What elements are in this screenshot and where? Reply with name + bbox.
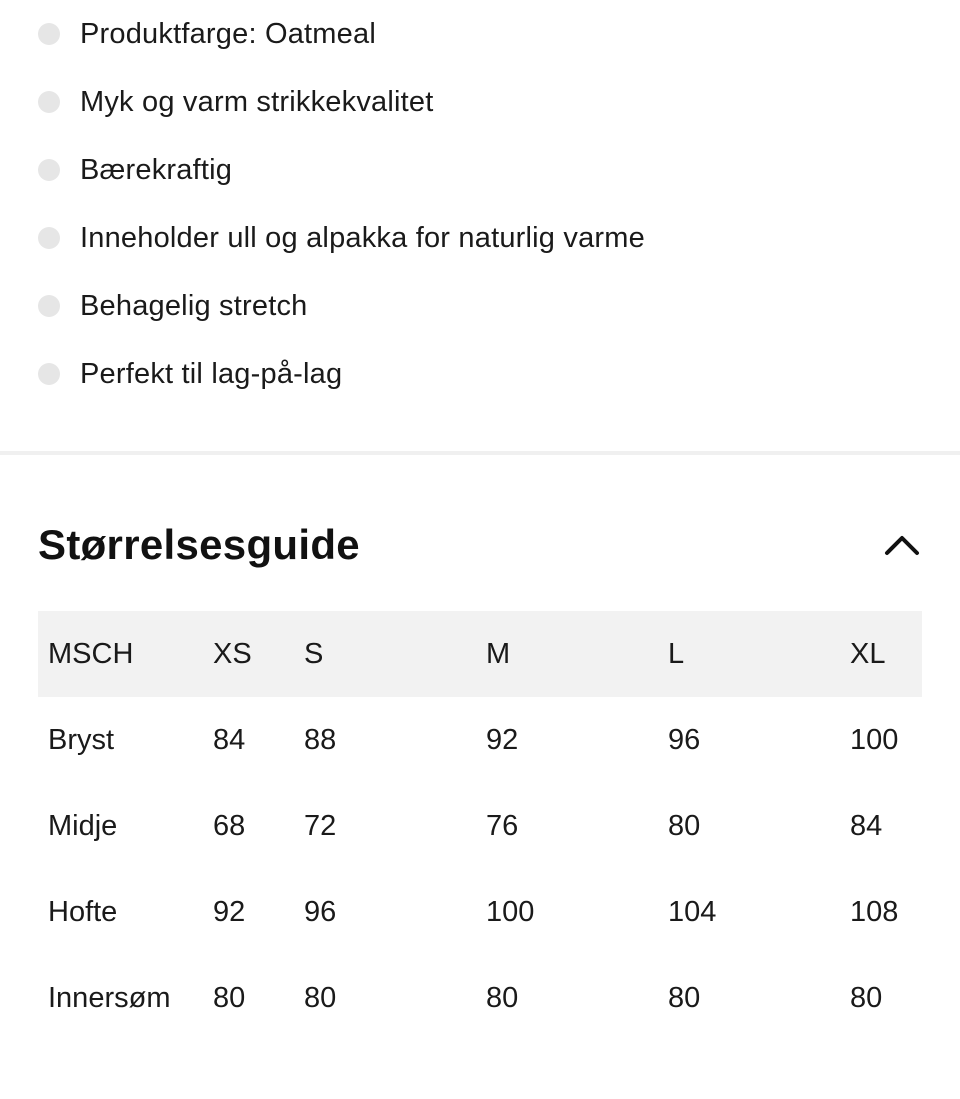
table-row — [38, 783, 922, 869]
table-cell: 80 — [850, 981, 883, 1014]
feature-item — [0, 68, 960, 136]
chevron-up-icon[interactable] — [882, 525, 922, 565]
bullet-icon — [38, 363, 60, 385]
table-cell: 84 — [213, 723, 246, 756]
product-feature-list — [0, 0, 960, 408]
table-cell: 80 — [486, 981, 519, 1014]
size-guide-title: Størrelsesguide — [38, 521, 360, 568]
bullet-icon — [38, 227, 60, 249]
table-cell: 80 — [668, 981, 701, 1014]
bullet-icon — [38, 23, 60, 45]
table-row — [38, 955, 922, 1041]
table-cell: 76 — [486, 809, 519, 842]
table-cell: 96 — [304, 895, 337, 928]
column-header: M — [486, 637, 511, 670]
table-cell: 88 — [304, 723, 337, 756]
table-row — [38, 869, 922, 955]
table-cell: 68 — [213, 809, 246, 842]
feature-item — [0, 340, 960, 408]
column-header: XL — [850, 637, 886, 670]
table-cell: 96 — [668, 723, 701, 756]
feature-item — [0, 0, 960, 68]
size-guide-accordion-header[interactable] — [38, 510, 922, 580]
size-guide-table — [38, 611, 922, 1041]
table-header-row — [38, 611, 922, 697]
row-label: Midje — [48, 809, 118, 842]
feature-text: Behagelig stretch — [80, 289, 308, 322]
table-cell: 92 — [486, 723, 519, 756]
table-cell: 92 — [213, 895, 246, 928]
bullet-icon — [38, 91, 60, 113]
bullet-icon — [38, 295, 60, 317]
table-cell: 80 — [213, 981, 246, 1014]
table-cell: 72 — [304, 809, 337, 842]
table-cell: 108 — [850, 895, 899, 928]
feature-item — [0, 204, 960, 272]
feature-text: Bærekraftig — [80, 153, 233, 186]
feature-item — [0, 136, 960, 204]
table-cell: 100 — [486, 895, 535, 928]
row-label: Bryst — [48, 723, 115, 756]
feature-item — [0, 272, 960, 340]
bullet-icon — [38, 159, 60, 181]
feature-text: Perfekt til lag-på-lag — [80, 357, 343, 390]
column-header: MSCH — [48, 637, 134, 670]
feature-text: Produktfarge: Oatmeal — [80, 17, 376, 50]
table-cell: 100 — [850, 723, 899, 756]
column-header: S — [304, 637, 324, 670]
row-label: Innersøm — [48, 981, 171, 1014]
table-cell: 80 — [668, 809, 701, 842]
feature-text: Inneholder ull og alpakka for naturlig varme — [80, 221, 645, 254]
table-cell: 104 — [668, 895, 717, 928]
column-header: XS — [213, 637, 252, 670]
section-divider — [0, 451, 960, 455]
feature-text: Myk og varm strikkekvalitet — [80, 85, 434, 118]
column-header: L — [668, 637, 685, 670]
table-row — [38, 697, 922, 783]
row-label: Hofte — [48, 895, 118, 928]
table-cell: 80 — [304, 981, 337, 1014]
table-cell: 84 — [850, 809, 883, 842]
